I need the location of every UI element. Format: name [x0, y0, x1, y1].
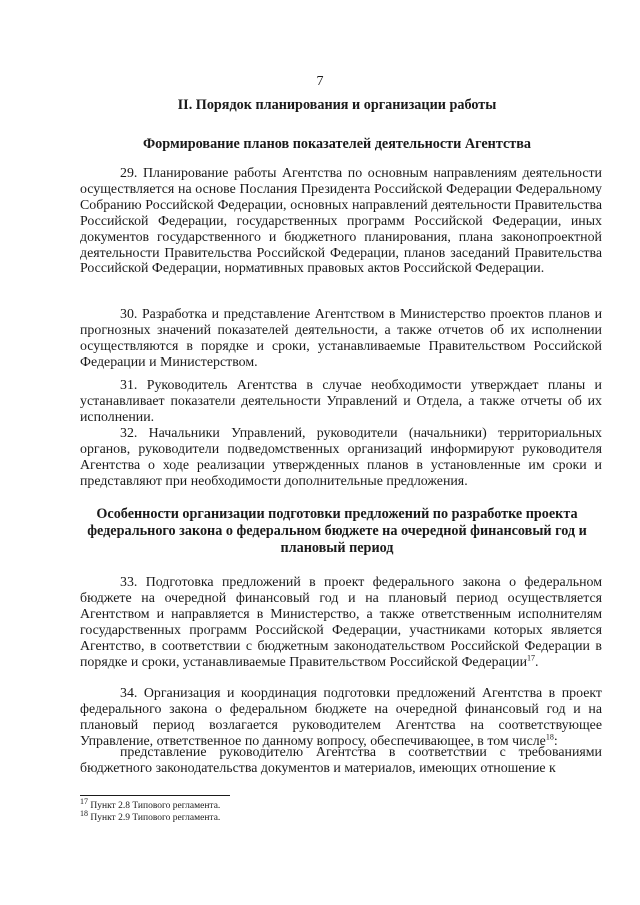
section-title: II. Порядок планирования и организации работы [177, 97, 497, 113]
subsection-2-title: Особенности организации подготовки предложений по разработке проекта федерального закона о федеральном бюджете на очередной финансовый год и плановый период [87, 506, 587, 556]
paragraph-32 [80, 426, 602, 490]
footnote-ref-18[interactable]: 18 [545, 732, 554, 742]
footnote-ref-17[interactable]: 17 [527, 652, 536, 662]
paragraph-34 [80, 686, 602, 750]
paragraph-34-end: : [553, 733, 558, 749]
footnote-18-mark: 18 [80, 808, 88, 818]
footnote-17-text: Пункт 2.8 Типового регламента. [88, 801, 221, 811]
paragraph-30 [80, 307, 602, 371]
paragraph-34-body: 34. Организация и координация подготовки предложений Агентства в проект федерального закона о федеральном бюджете на очередной финансовый год и на плановый период возлагается руководителем Агентства на соответствующее Управление, ответственное по данному вопросу, обеспечивающее, в том числе [80, 686, 602, 749]
paragraph-33-body: 33. Подготовка предложений в проект федерального закона о федеральном бюджете на очередной финансовый год и на плановый период осуществляется Агентством и направляется в Министерство, а также ответственным исполнителям государственных программ Российской Федерации, участниками которых является Агентство, в соответствии с бюджетным законодательством Российской Федерации в порядке и сроки, устанавливаемые Правительством Российской Федерации [80, 575, 602, 670]
page-number: 7 [316, 74, 324, 89]
footnote-17 [80, 796, 221, 812]
paragraph-33-end: . [535, 654, 539, 670]
paragraph-32-text: 32. Начальники Управлений, руководители (начальники) территориальных органов, руководители подведомственных организаций информируют руководителя Агентства о ходе реализации утвержденных планов в установленные им сроки и представляют при необходимости дополнительные предложения. [80, 426, 602, 489]
paragraph-35 [80, 745, 602, 777]
paragraph-33-text [80, 575, 602, 670]
footnote-18 [80, 808, 221, 824]
paragraph-35-text: представление руководителю Агентства в соответствии с требованиями бюджетного законодательства документов и материалов, имеющих отношение к [80, 745, 602, 776]
paragraph-30-text: 30. Разработка и представление Агентством в Министерство проектов планов и прогнозных значений показателей деятельности, а также отчетов об их исполнении осуществляются в порядке и сроки, устанавливаемые Правительством Российской Федерации и Министерством. [80, 307, 602, 370]
paragraph-29 [80, 166, 602, 277]
footnote-17-mark: 17 [80, 796, 88, 806]
paragraph-31 [80, 378, 602, 426]
paragraph-34-text [80, 686, 602, 750]
footnote-separator [80, 795, 230, 796]
paragraph-31-text: 31. Руководитель Агентства в случае необходимости утверждает планы и устанавливает показатели деятельности Управлений и Отдела, а также отчеты об их исполнении. [80, 378, 602, 425]
footnote-18-text: Пункт 2.9 Типового регламента. [88, 813, 221, 823]
paragraph-33 [80, 575, 602, 670]
paragraph-29-text: 29. Планирование работы Агентства по основным направлениям деятельности осуществляется на основе Послания Президента Российской Федерации Федеральному Собранию Российской Федерации, основных направлений деятельности Правительства Российской Федерации, государственных программ Российской Федерации, иных документов государственного и бюджетного планирования, плана законопроектной деятельности Правительства Российской Федерации, планов заседаний Правительства Российской Федерации, нормативных правовых актов Российской Федерации. [80, 166, 602, 277]
subsection-title: Формирование планов показателей деятельности Агентства [143, 136, 531, 152]
